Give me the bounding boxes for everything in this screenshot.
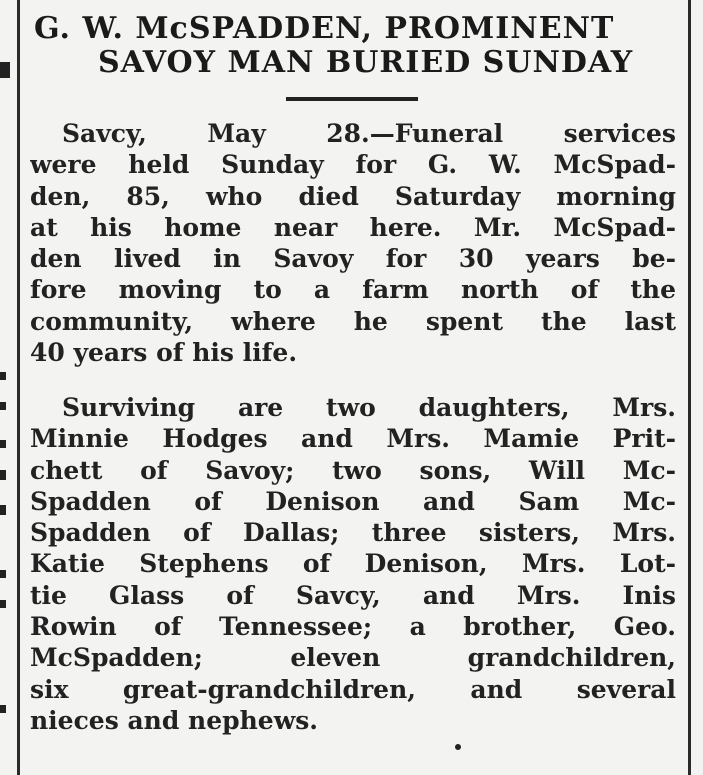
article-paragraph-1 [30, 118, 676, 368]
adjacent-column-fragment [0, 470, 6, 480]
text-line: fore moving to a farm north of the [30, 275, 676, 305]
adjacent-column-fragment [0, 705, 6, 713]
text-line: den, 85, who died Saturday morning [30, 181, 676, 211]
text-line: chett of Savoy; two sons, Will Mc- [30, 455, 676, 485]
text-line: six great-grandchildren, and several [30, 674, 676, 704]
adjacent-column-fragment [0, 505, 6, 515]
headline-line-2: SAVOY MAN BURIED SUNDAY [98, 45, 634, 80]
adjacent-column-fragment [0, 372, 6, 380]
text-line: Savcy, May 28.—Funeral services [62, 119, 676, 148]
headline-divider [286, 97, 418, 101]
text-line: Spadden of Denison and Sam Mc- [30, 486, 676, 516]
column-rule-right [688, 0, 691, 775]
text-line: community, where he spent the last [30, 306, 676, 336]
text-line: were held Sunday for G. W. McSpad- [30, 150, 676, 180]
headline-line-1: G. W. McSPADDEN, PROMINENT [34, 11, 615, 46]
adjacent-column-fragment [0, 62, 10, 78]
column-rule-left [17, 0, 20, 775]
adjacent-column-fragment [0, 402, 6, 410]
adjacent-column-fragment [0, 570, 6, 578]
text-line: Spadden of Dallas; three sisters, Mrs. [30, 518, 676, 548]
text-line: den lived in Savoy for 30 years be- [30, 244, 676, 274]
text-line: at his home near here. Mr. McSpad- [30, 212, 676, 242]
text-line: 40 years of his life. [30, 338, 298, 368]
article-paragraph-2 [30, 392, 676, 736]
text-line: tie Glass of Savcy, and Mrs. Inis [30, 580, 676, 610]
text-line: Rowin of Tennessee; a brother, Geo. [30, 612, 676, 642]
text-line: Katie Stephens of Denison, Mrs. Lot- [30, 549, 676, 579]
ink-dot [455, 744, 461, 750]
text-line: nieces and nephews. [30, 705, 318, 735]
text-line: Surviving are two daughters, Mrs. [62, 393, 676, 422]
adjacent-column-fragment [0, 600, 6, 608]
text-line: McSpadden; eleven grandchildren, [30, 643, 676, 673]
adjacent-column-fragment [0, 440, 6, 448]
text-line: Minnie Hodges and Mrs. Mamie Prit- [30, 424, 676, 454]
